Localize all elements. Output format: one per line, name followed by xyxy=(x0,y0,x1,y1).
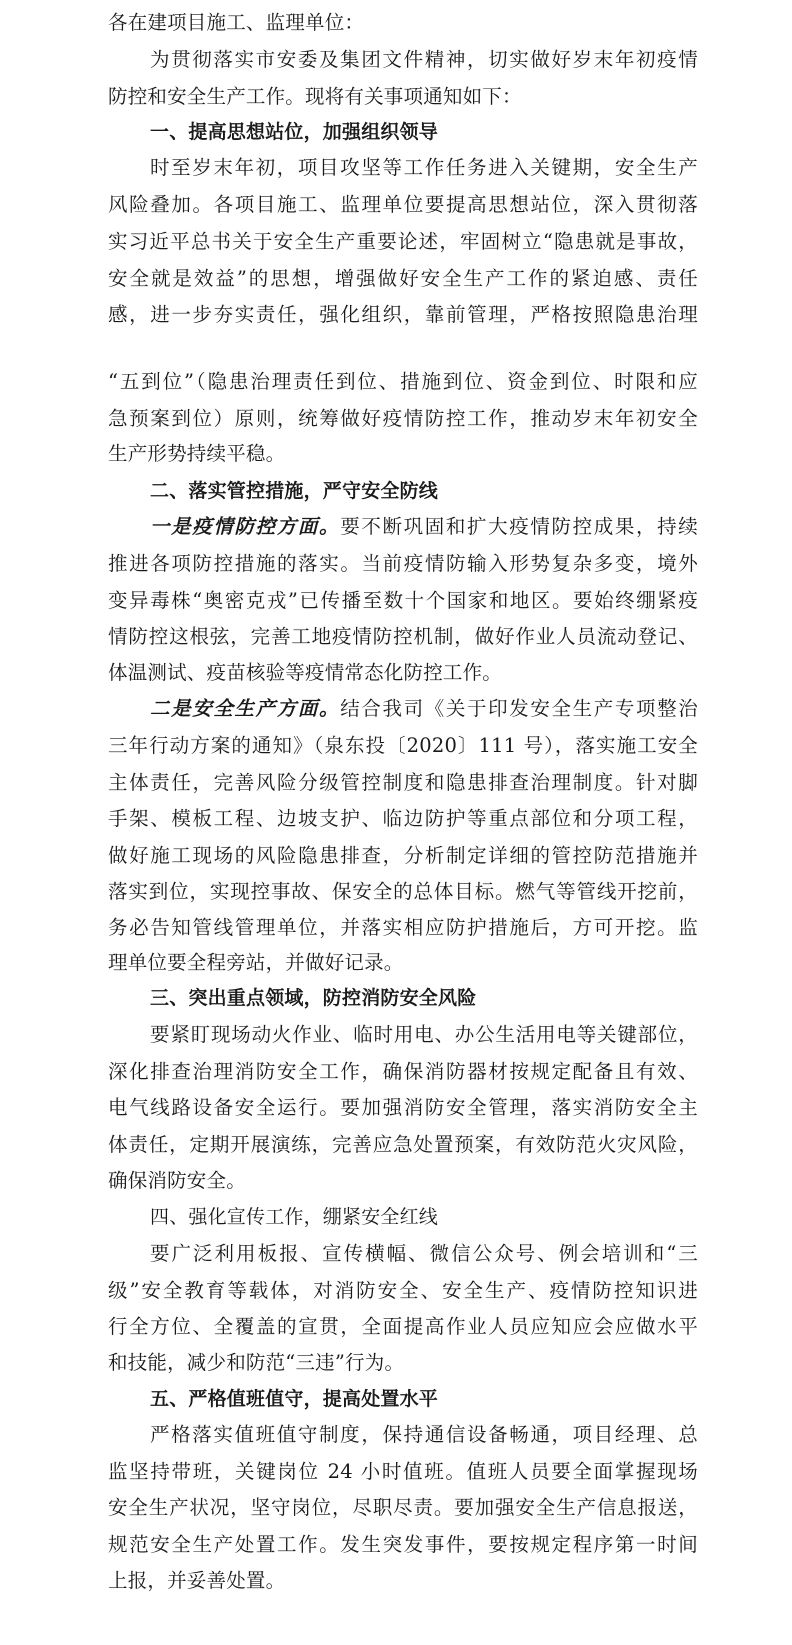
paragraph-line: 深化排查治理消防安全工作，确保消防器材按规定配备且有效、 xyxy=(108,1060,698,1083)
paragraph-line: 行全方位、全覆盖的宣贯，全面提高作业人员应知应会应做水平 xyxy=(108,1315,698,1338)
paragraph-line: 情防控这根弦，完善工地疫情防控机制，做好作业人员流动登记、 xyxy=(108,625,698,648)
paragraph-line: 要广泛利用板报、宣传横幅、微信公众号、例会培训和“三 xyxy=(150,1242,698,1265)
paragraph-line: 急预案到位）原则，统筹做好疫情防控工作，推动岁末年初安全 xyxy=(108,407,698,430)
salutation: 各在建项目施工、监理单位： xyxy=(108,11,365,34)
paragraph-line: 级”安全教育等载体，对消防安全、安全生产、疫情防控知识进 xyxy=(108,1279,698,1302)
paragraph-line: 体温测试、疫苗核验等疫情常态化防控工作。 xyxy=(108,661,503,684)
paragraph-line: “五到位”（隐患治理责任到位、措施到位、资金到位、时限和应 xyxy=(108,370,698,393)
emphasis-label: 一是疫情防控方面。 xyxy=(150,515,341,538)
paragraph-line: 安全就是效益”的思想，增强做好安全生产工作的紧迫感、责任 xyxy=(108,267,698,290)
paragraph-line: 体责任，定期开展演练，完善应急处置预案，有效防范火灾风险， xyxy=(108,1133,698,1156)
paragraph-line: 手架、模板工程、边坡支护、临边防护等重点部位和分项工程， xyxy=(108,807,698,830)
paragraph-line: 安全生产状况，坚守岗位，尽职尽责。要加强安全生产信息报送， xyxy=(108,1496,698,1519)
paragraph-line: 风险叠加。各项目施工、监理单位要提高思想站位，深入贯彻落 xyxy=(108,193,698,216)
paragraph-line: 推进各项防控措施的落实。当前疫情防输入形势复杂多变，境外 xyxy=(108,552,698,575)
section-heading-3: 三、突出重点领域，防控消防安全风险 xyxy=(150,987,477,1009)
paragraph-line: 三年行动方案的通知》（泉东投〔2020〕111 号），落实施工安全 xyxy=(108,734,698,757)
emphasis-label: 二是安全生产方面。 xyxy=(150,697,341,720)
section-heading-1: 一、提高思想站位，加强组织领导 xyxy=(150,121,439,143)
paragraph-line: 防控和安全生产工作。现将有关事项通知如下： xyxy=(108,85,522,108)
paragraph-line: 上报，并妥善处置。 xyxy=(108,1569,286,1592)
paragraph-line: 主体责任，完善风险分级管控制度和隐患排查治理制度。针对脚 xyxy=(108,771,698,794)
paragraph-line: 务必告知管线管理单位，并落实相应防护措施后，方可开挖。监 xyxy=(108,916,698,939)
paragraph-line: 变异毒株“奥密克戎”已传播至数十个国家和地区。要始终绷紧疫 xyxy=(108,589,698,612)
paragraph-line: 严格落实值班值守制度，保持通信设备畅通，项目经理、总 xyxy=(150,1423,698,1446)
paragraph-line xyxy=(150,514,698,540)
paragraph-line: 和技能，减少和防范“三违”行为。 xyxy=(108,1351,405,1374)
paragraph-line: 为贯彻落实市安委及集团文件精神，切实做好岁末年初疫情 xyxy=(150,48,698,71)
paragraph-line: 规范安全生产处置工作。发生突发事件，要按规定程序第一时间 xyxy=(108,1533,698,1556)
paragraph-line: 电气线路设备安全运行。要加强消防安全管理，落实消防安全主 xyxy=(108,1096,698,1119)
paragraph-line: 生产形势持续平稳。 xyxy=(108,442,286,465)
paragraph-line: 确保消防安全。 xyxy=(108,1169,246,1192)
paragraph-line: 感，进一步夯实责任，强化组织，靠前管理，严格按照隐患治理 xyxy=(108,303,698,326)
paragraph-line: 理单位要全程旁站，并做好记录。 xyxy=(108,951,404,974)
section-heading-4: 四、强化宣传工作，绷紧安全红线 xyxy=(150,1206,439,1228)
paragraph-line: 做好施工现场的风险隐患排查，分析制定详细的管控防范措施并 xyxy=(108,844,698,867)
paragraph-line: 时至岁末年初，项目攻坚等工作任务进入关键期，安全生产 xyxy=(150,156,698,179)
paragraph-text: 要不断巩固和扩大疫情防控成果，持续 xyxy=(340,515,698,538)
paragraph-line xyxy=(150,696,698,722)
section-heading-5: 五、严格值班值守，提高处置水平 xyxy=(150,1388,439,1410)
paragraph-line: 要紧盯现场动火作业、临时用电、办公生活用电等关键部位， xyxy=(150,1023,698,1046)
paragraph-line: 实习近平总书关于安全生产重要论述，牢固树立“隐患就是事故， xyxy=(108,230,698,253)
section-heading-2: 二、落实管控措施，严守安全防线 xyxy=(150,480,439,502)
paragraph-line: 监坚持带班，关键岗位 24 小时值班。值班人员要全面掌握现场 xyxy=(108,1460,698,1483)
paragraph-line: 落实到位，实现控事故、保安全的总体目标。燃气等管线开挖前， xyxy=(108,880,698,903)
paragraph-text: 结合我司《关于印发安全生产专项整治 xyxy=(340,697,698,720)
